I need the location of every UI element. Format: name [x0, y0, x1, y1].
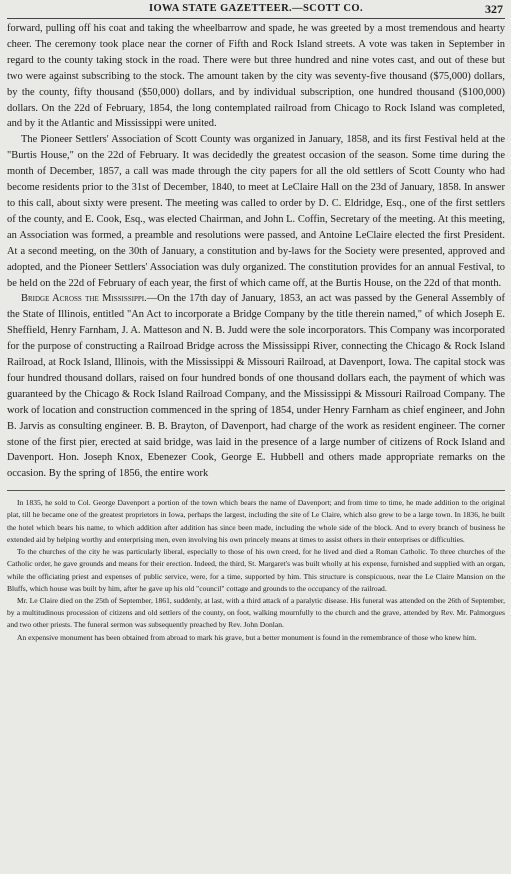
footnote-rule: [7, 490, 505, 491]
footnote-paragraph: An expensive monument has been obtained from abroad to mark his grave, but a better monument is found in the remembrance of those who knew him.: [17, 632, 477, 642]
main-text: [7, 21, 505, 482]
bridge-section-text: —On the 17th day of January, 1853, an act was passed by the General Assembly of the State of Illinois, entitled "An Act to incorporate a Bridge Company by the title therein named," of which Joseph E. Sheffield, Henry Farnham, J. A. Matteson and N. B. Judd were the sole incorporators. This Company was incorporated for the purpose of constructing a Railroad Bridge across the Mississippi River, connecting the Chicago & Rock Island Railroad, at Rock Island, Illinois, with the Mississippi & Missouri Railroad, at Davenport, Iowa. The capital stock was four hundred thousand dollars, raised on four hundred bonds of one thousand dollars each, the payment of which was guaranteed by the Chicago & Rock Island Railroad Company, and the Mississippi & Missouri Railroad Company. The work of location and construction commenced in the spring of 1854, under Henry Farnham as chief engineer, and John B. Jarvis as consulting engineer. B. B. Brayton, of Davenport, had charge of the work as resident engineer. The corner stone of the first pier, erected at said bridge, was laid in the presence of a large number of citizens of Rock Island and Davenport. Hon. Joseph Knox, Ebenezer Cook, George E. Hubbell and others made appropriate remarks on the occasion. By the spring of 1856, the entire work: [7, 293, 505, 480]
paragraph-railroad-continued: forward, pulling off his coat and taking the wheelbarrow and spade, he was greeted by a most tremendous and hearty cheer. The ceremony took place near the corner of Fifth and Rock Island streets. A vote was taken in September in regard to the county taking stock in the road. There were but three hundred and nine votes cast, and out of these but two were against subscribing to the stock. The amount taken by the city was seventy-five thousand ($75,000) dollars, by the county, fifty thousand ($50,000) dollars, and by individual subscription, one hundred thousand ($100,000) dollars. On the 22d of February, 1854, the long contemplated railroad from Chicago to Rock Island was completed, and by it the Atlantic and Mississippi were united.: [7, 23, 505, 130]
footnote-paragraph: Mr. Le Claire died on the 25th of September, 1861, suddenly, at last, with a third attack of a paralytic disease. His funeral was attended on the 26th of September, by a multitudinous procession of citizens and old settlers of the county, on foot, walking mournfully to the church and the grave, attended by Rev. Mr. Palmorgues and two other priests. The funeral sermon was subsequently preached by Rev. John Donlan.: [7, 595, 505, 630]
header-title: IOWA STATE GAZETTEER.—SCOTT CO.: [148, 3, 363, 14]
page-number: 327: [485, 2, 503, 16]
footnotes: [7, 497, 505, 643]
running-header: [7, 3, 505, 17]
paragraph-pioneer-settlers: The Pioneer Settlers' Association of Scott County was organized in January, 1858, and its first Festival held at the "Burtis House," on the 22d of February. It was decidedly the greatest occasion of the season. Some time during the month of December, 1857, a call was made through the city papers for all the old settlers of Scott County who had become residents prior to the 31st of December, 1840, to meet at LeClaire Hall on the 23d of January, 1858. In answer to this call, about sixty were present. The meeting was called to order by D. C. Eldridge, Esq., one of the first settlers of the county, and E. Cook, Esq., was elected Chairman, and John L. Coffin, Secretary of the meeting. At this meeting, an Association was formed, a preamble and resolutions were passed, and Antoine LeClaire elected the first President. At a second meeting, on the 30th of January, a constitution and by-laws for the Society were presented, approved and adopted, and the Pioneer Settlers' Association was duly organized. The constitution provides for an annual Festival, to be held on the 22d of February of each year, the first of which came off, at the Burtis House, on the 22d of that month.: [7, 134, 505, 289]
bridge-section-heading: Bridge Across the Mississippi.: [21, 293, 147, 305]
header-rule: [7, 18, 505, 19]
footnote-paragraph: To the churches of the city he was particularly liberal, especially to those of his own creed, for he lived and died a Roman Catholic. To three churches of the Catholic order, he gave grounds and means for their erection. Indeed, the third, St. Margaret's was built wholly at his expense, furnished and supplied with an organ, while the officiating priest and expenses of public service, were, for a time, supported by him. This structure is conspicuous, near the Le Claire Mansion on the Bluffs, which house was built by him, after he gave up his old "council" cottage and grounds to the occupancy of the railroad.: [7, 547, 505, 593]
paragraph-bridge: [7, 291, 505, 482]
footnote-paragraph: In 1835, he sold to Col. George Davenport a portion of the town which bears the name of Davenport; and from time to time, he made addition to the original plat, till he became one of the greatest proprietors in Iowa, perhaps the largest, including the site of Le Claire, which also grew to be a large town. In 1836, he built the hotel which bears his name, to which addition after addition has since been made, including the whole side of the block. And to every branch of business he extended aid by helping worthy and enterprising men, even involving his own princely means at times to assist others in their enterprises or difficulties.: [7, 498, 505, 544]
